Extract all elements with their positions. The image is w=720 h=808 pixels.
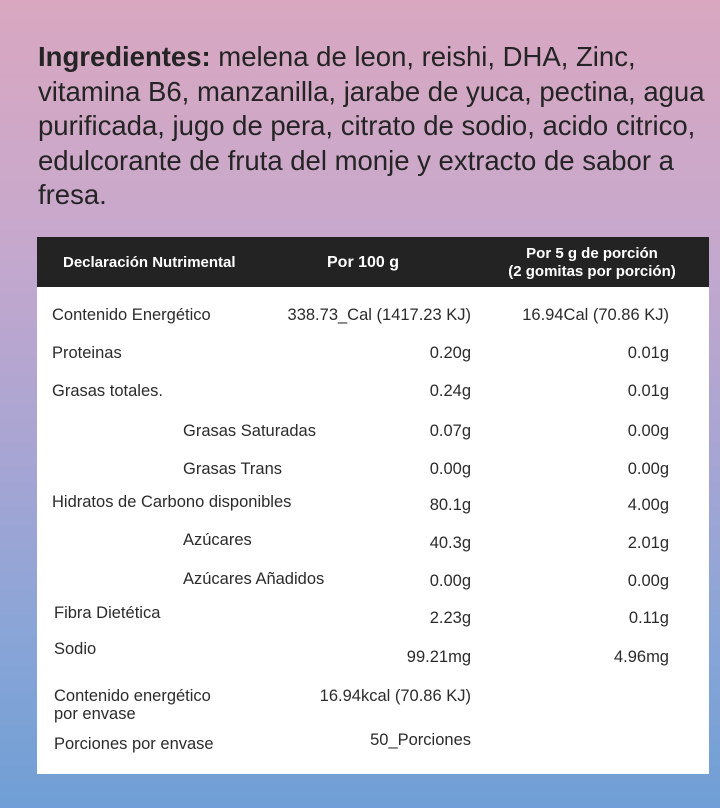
row-value-portion: 0.11g bbox=[628, 609, 669, 627]
table-row bbox=[37, 460, 709, 490]
table-row bbox=[37, 382, 709, 412]
row-label: Contenido Energético bbox=[52, 306, 211, 324]
table-header bbox=[37, 237, 709, 287]
row-value-100g: 0.00g bbox=[429, 460, 471, 478]
nutrition-table bbox=[37, 237, 709, 774]
row-label: Azúcares bbox=[183, 531, 252, 549]
header-por-porcion-line1: Por 5 g de porción bbox=[526, 245, 658, 262]
row-label: Azúcares Añadidos bbox=[183, 570, 325, 588]
row-value-100g: 0.20g bbox=[429, 344, 471, 362]
header-por-porcion bbox=[507, 245, 677, 281]
row-value-portion: 0.01g bbox=[627, 344, 669, 362]
row-value-portion: 4.00g bbox=[627, 496, 669, 514]
table-row bbox=[37, 422, 709, 452]
row-value-portion: 2.01g bbox=[627, 534, 669, 552]
energy-per-package-row bbox=[37, 687, 709, 727]
row-value-100g: 99.21mg bbox=[406, 648, 471, 666]
energy-per-package-label bbox=[54, 687, 211, 723]
row-value-100g: 338.73_Cal (1417.23 KJ) bbox=[287, 306, 471, 324]
row-value-100g: 2.23g bbox=[429, 609, 471, 627]
row-value-100g: 80.1g bbox=[429, 496, 471, 514]
row-value-100g: 0.07g bbox=[429, 422, 471, 440]
table-row bbox=[37, 493, 709, 523]
table-row bbox=[37, 640, 709, 670]
ingredients-paragraph bbox=[38, 40, 718, 213]
portions-per-package-row bbox=[37, 731, 709, 761]
ingredients-text: melena de leon, reishi, DHA, Zinc, vitamina B6, manzanilla, jarabe de yuca, pectina, agua purificada, jugo de pera, citrato de sodio, acido citrico, edulcorante de fruta del monje y extracto de sabor a fresa. bbox=[38, 41, 705, 210]
row-label: Grasas Saturadas bbox=[183, 422, 316, 440]
row-label: Fibra Dietética bbox=[54, 604, 161, 622]
row-value-100g: 40.3g bbox=[429, 534, 471, 552]
header-declaracion: Declaración Nutrimental bbox=[63, 254, 236, 271]
row-value-portion: 0.00g bbox=[627, 460, 669, 478]
table-row bbox=[37, 306, 709, 336]
header-por-100g: Por 100 g bbox=[327, 254, 400, 271]
header-por-porcion-line2: (2 gomitas por porción) bbox=[508, 263, 676, 280]
row-label: Hidratos de Carbono disponibles bbox=[52, 493, 292, 511]
energy-per-package-value: 16.94kcal (70.86 KJ) bbox=[319, 687, 471, 705]
table-row bbox=[37, 604, 709, 634]
portions-per-package-value: 50_Porciones bbox=[370, 731, 471, 749]
row-value-portion: 0.00g bbox=[627, 422, 669, 440]
row-label: Proteinas bbox=[52, 344, 122, 362]
row-value-portion: 0.01g bbox=[627, 382, 669, 400]
row-value-100g: 0.00g bbox=[429, 572, 471, 590]
ingredients-label: Ingredientes: bbox=[38, 41, 211, 72]
energy-per-package-label-line2: por envase bbox=[54, 705, 136, 723]
row-label: Grasas Trans bbox=[183, 460, 283, 478]
row-label: Sodio bbox=[54, 640, 97, 658]
table-row bbox=[37, 344, 709, 374]
row-value-portion: 0.00g bbox=[627, 572, 669, 590]
row-value-portion: 16.94Cal (70.86 KJ) bbox=[522, 306, 669, 324]
portions-per-package-label: Porciones por envase bbox=[54, 735, 214, 753]
table-row bbox=[37, 570, 709, 600]
table-row bbox=[37, 531, 709, 561]
row-label: Grasas totales. bbox=[52, 382, 163, 400]
row-value-portion: 4.96mg bbox=[613, 648, 669, 666]
energy-per-package-label-line1: Contenido energético bbox=[54, 687, 211, 705]
row-value-100g: 0.24g bbox=[429, 382, 471, 400]
